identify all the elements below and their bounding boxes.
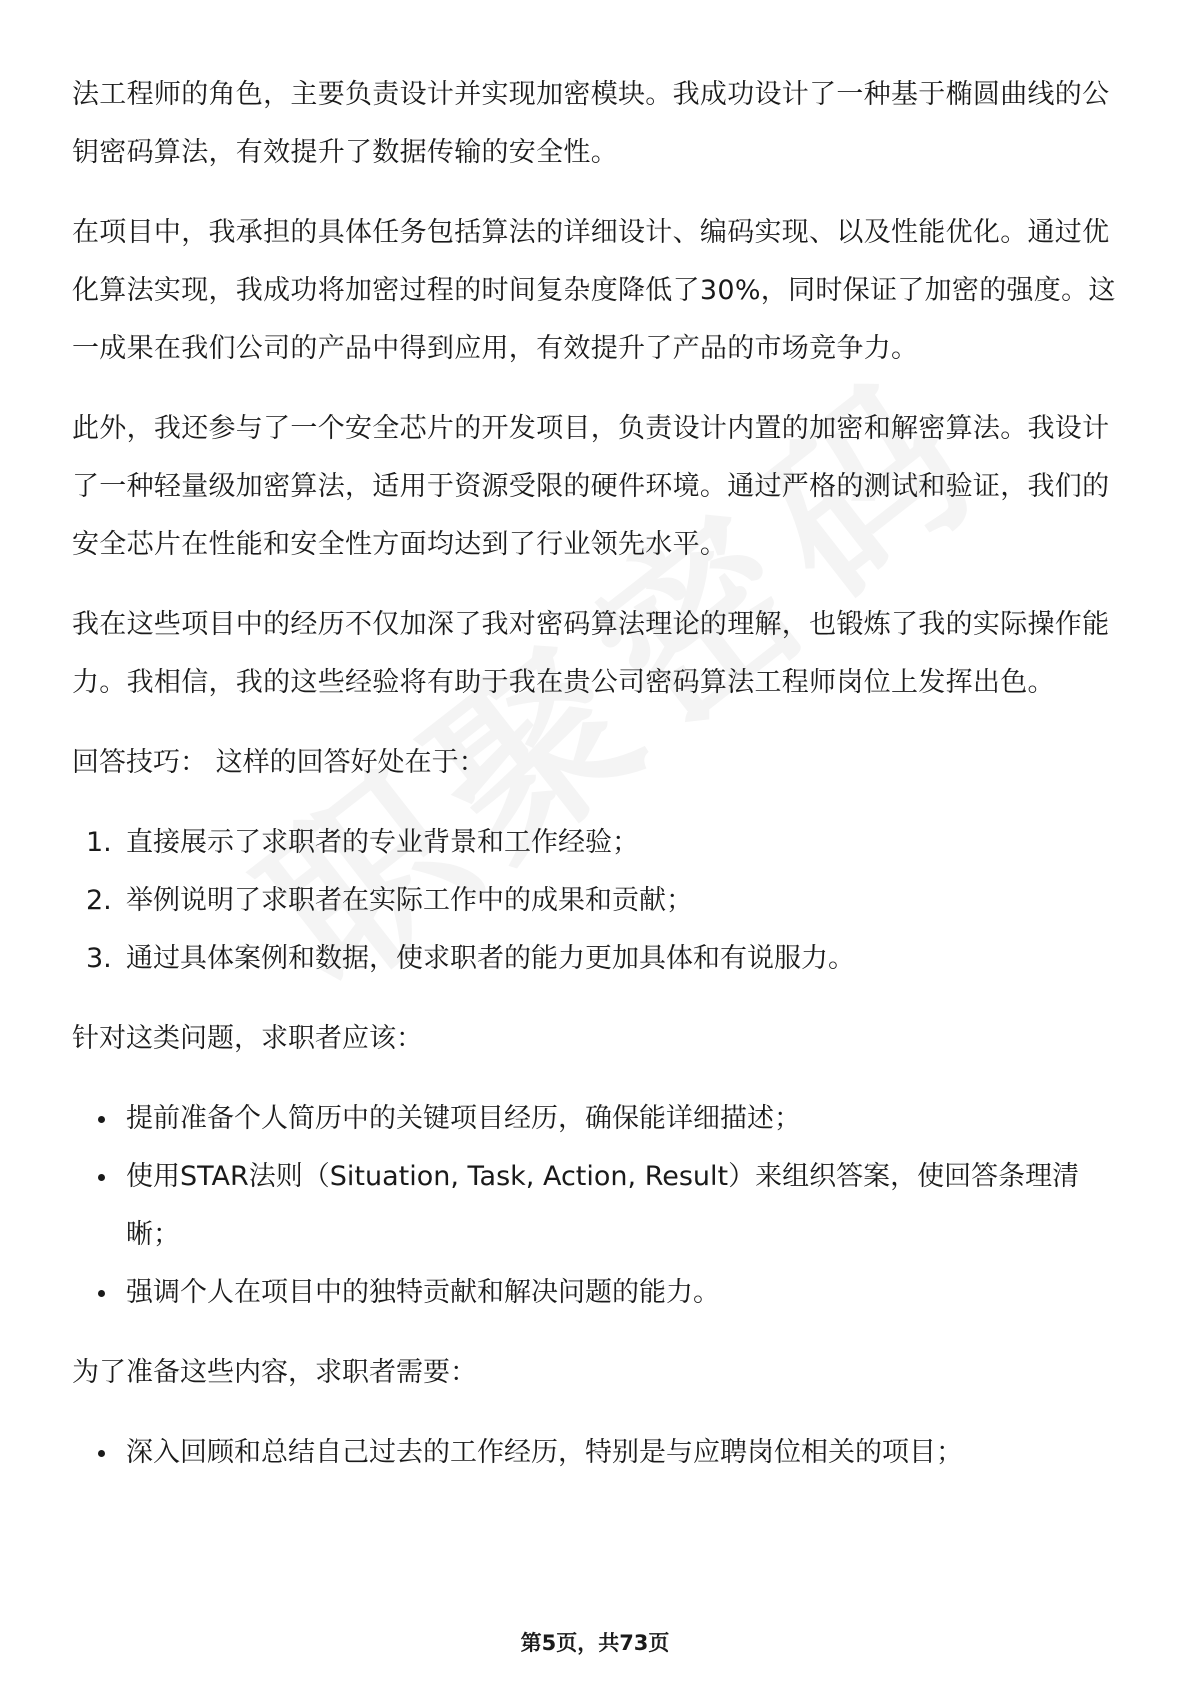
bullet-icon: [98, 1290, 105, 1297]
list-item: [72, 1148, 1118, 1264]
list-number: 1.: [86, 827, 112, 858]
document-body: [72, 66, 1118, 1504]
page-number: 第5页，共73页: [520, 1631, 670, 1655]
should-label: 针对这类问题，求职者应该：: [72, 1023, 423, 1054]
list-item-text: 强调个人在项目中的独特贡献和解决问题的能力。: [126, 1277, 720, 1308]
bullet-icon: [98, 1174, 105, 1181]
list-item-text: 直接展示了求职者的专业背景和工作经验；: [126, 827, 639, 858]
prepare-label: 为了准备这些内容，求职者需要：: [72, 1357, 477, 1388]
tips-label: 回答技巧： 这样的回答好处在于：: [72, 747, 486, 778]
paragraph-role: 法工程师的角色，主要负责设计并实现加密模块。我成功设计了一种基于椭圆曲线的公钥密码算法，有效提升了数据传输的安全性。: [72, 79, 1110, 168]
paragraph-project-tasks: 在项目中，我承担的具体任务包括算法的详细设计、编码实现、以及性能优化。通过优化算法实现，我成功将加密过程的时间复杂度降低了30%，同时保证了加密的强度。这一成果在我们公司的产品中得到应用，有效提升了产品的市场竞争力。: [72, 217, 1116, 364]
list-item-text: 举例说明了求职者在实际工作中的成果和贡献；: [126, 885, 693, 916]
list-item-text: 使用STAR法则（Situation, Task, Action, Result）来组织答案，使回答条理清晰；: [126, 1161, 1080, 1250]
list-item: [72, 1090, 1118, 1148]
list-item-text: 通过具体案例和数据，使求职者的能力更加具体和有说服力。: [126, 943, 855, 974]
prepare-list: [72, 1424, 1118, 1482]
list-number: 3.: [86, 943, 112, 974]
paragraph-security-chip: 此外，我还参与了一个安全芯片的开发项目，负责设计内置的加密和解密算法。我设计了一种轻量级加密算法，适用于资源受限的硬件环境。通过严格的测试和验证，我们的安全芯片在性能和安全性方面均达到了行业领先水平。: [72, 413, 1110, 560]
list-item: [72, 1424, 1118, 1482]
paragraph-conclusion: 我在这些项目中的经历不仅加深了我对密码算法理论的理解，也锻炼了我的实际操作能力。我相信，我的这些经验将有助于我在贵公司密码算法工程师岗位上发挥出色。: [72, 609, 1110, 698]
list-item-text: 提前准备个人简历中的关键项目经历，确保能详细描述；: [126, 1103, 801, 1134]
list-item: [72, 930, 1118, 988]
list-item: [72, 1264, 1118, 1322]
list-number: 2.: [86, 885, 112, 916]
list-item-text: 深入回顾和总结自己过去的工作经历，特别是与应聘岗位相关的项目；: [126, 1437, 963, 1468]
bullet-icon: [98, 1450, 105, 1457]
tips-list: [72, 814, 1118, 988]
should-list: [72, 1090, 1118, 1322]
list-item: [72, 872, 1118, 930]
list-item: [72, 814, 1118, 872]
bullet-icon: [98, 1116, 105, 1123]
